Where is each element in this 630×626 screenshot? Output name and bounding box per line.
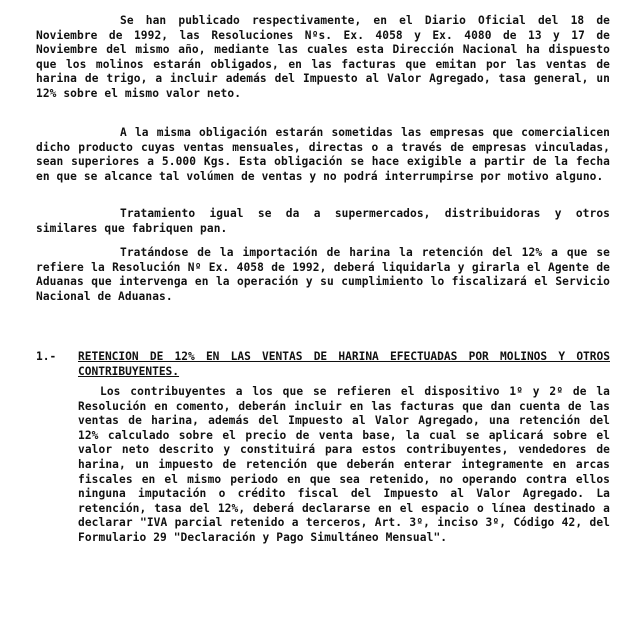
paragraph-contribuyentes: Los contribuyentes a los que se refieren el dispositivo 1º y 2º de la Resolución en comento, deberán incluir en las facturas que dan cuenta de las ventas de harina, además del Impuesto al Valor Agregado, una retención del 12% calculado sobre el precio de venta base, la cual se aplicará sobre el valor neto descrito y constituirá para estos contribuyentes, vendedores de harina, un impuesto de retención que deberán enterar integramente en arcas fiscales en el mismo periodo en que sea retenido, no operando contra ellos ninguna imputación o crédito fiscal del Impuesto al Valor Agregado. La retención, tasa del 12%, deberá declararse en el espacio o línea destinado a declarar "IVA parcial retenido a terceros, Art. 3º, inciso 3º, Código 42, del Formulario 29 "Declaración y Pago Simultáneo Mensual". (78, 385, 610, 544)
paragraph-importacion-harina: Tratándose de la importación de harina la retención del 12% a que se refiere la Resolución Nº Ex. 4058 de 1992, deberá liquidarla y girarla el Agente de Aduanas que intervenga en la operación y su cumplimiento lo fiscalizará el Servicio Nacional de Aduanas. (36, 246, 610, 303)
paragraph-misma-obligacion: A la misma obligación estarán sometidas las empresas que comercialicen dicho producto cuyas ventas mensuales, directas o a través de empresas vinculadas, sean superiores a 5.000 Kgs. Esta obligación se hace exigible a partir de la fecha en que se alcance tal volúmen de ventas y no podrá interrumpirse por motivo alguno. (36, 126, 610, 183)
paragraph-tratamiento-igual: Tratamiento igual se da a supermercados, distribuidoras y otros similares que fabriquen pan. (36, 207, 610, 235)
section-number: 1.- (36, 350, 57, 363)
paragraph-diario-oficial: Se han publicado respectivamente, en el Diario Oficial del 18 de Noviembre de 1992, las Resoluciones Nºs. Ex. 4058 y Ex. 4080 de 13 y 17 de Noviembre del mismo año, mediante las cuales esta Dirección Nacional ha dispuesto que los molinos estarán obligados, en las facturas que emitan por las ventas de harina de trigo, a incluir además del Impuesto al Valor Agregado, tasa general, un 12% sobre el mismo valor neto. (36, 14, 610, 100)
section-title: RETENCION DE 12% EN LAS VENTAS DE HARINA EFECTUADAS POR MOLINOS Y OTROS CONTRIBUYENTES. (78, 350, 610, 378)
